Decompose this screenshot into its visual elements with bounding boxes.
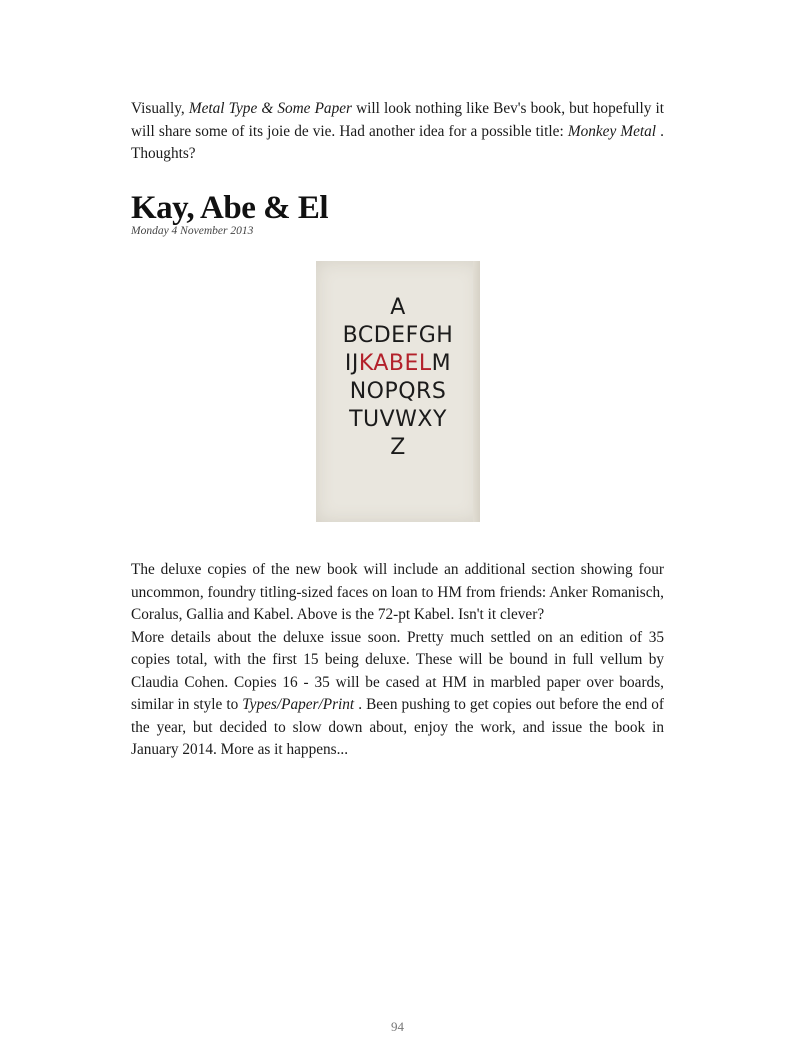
specimen-line-6: Z [390, 435, 406, 460]
post-title: Kay, Abe & El [131, 190, 329, 226]
intro-text-1: Visually, [131, 100, 189, 117]
body-paragraph-2 [131, 627, 664, 762]
post-date: Monday 4 November 2013 [131, 225, 254, 237]
specimen-line-2: BCDEFGH [342, 323, 454, 348]
body-paragraph-2-b: . Been pushing to get copies out before the end of the year, but decided to slow down about, enjoy the work, and issue the book in January 2014. More as it happens... [131, 696, 664, 758]
body-text-block [131, 559, 664, 762]
specimen-line-3-post: M [431, 351, 452, 376]
specimen-line-5: TUVWXY [349, 407, 447, 432]
body-paragraph-2-a: More details about the deluxe issue soon. Pretty much settled on an edition of 35 copies total, with the first 15 being deluxe. These will be bound in full vellum by Claudia Cohen. Copies 16 - 35 will be cased at HM in marbled paper over boards, similar in style to [131, 628, 664, 713]
specimen-line-3 [316, 351, 480, 377]
specimen-line-4: NOPQRS [349, 379, 447, 404]
specimen-line-3-pre: IJ [344, 351, 359, 376]
page-number: 94 [391, 1019, 404, 1034]
specimen-line-1: A [390, 295, 406, 320]
intro-text-2: will look nothing like Bev's book, but hopefully it will share some of its joie de vie. Had another idea for a possible title: [131, 100, 665, 140]
alt-title-emphasis: Monkey Metal [567, 122, 657, 140]
specimen-kabel-red: KABEL [358, 351, 432, 376]
book-title-emphasis: Metal Type & Some Paper [188, 100, 352, 117]
kabel-type-specimen-image [316, 261, 480, 522]
intro-text-3: . Thoughts? [131, 122, 664, 162]
body-paragraph-1: The deluxe copies of the new book will include an additional section showing four uncommon, foundry titling-sized faces on loan to HM from friends: Anker Romanisch, Coralus, Gallia and Kabel. Above is the 72-pt Kabel. Isn't it clever? [131, 561, 664, 623]
intro-paragraph-block [131, 98, 664, 166]
intro-paragraph [131, 98, 664, 166]
types-paper-print-emphasis: Types/Paper/Print [242, 696, 355, 713]
